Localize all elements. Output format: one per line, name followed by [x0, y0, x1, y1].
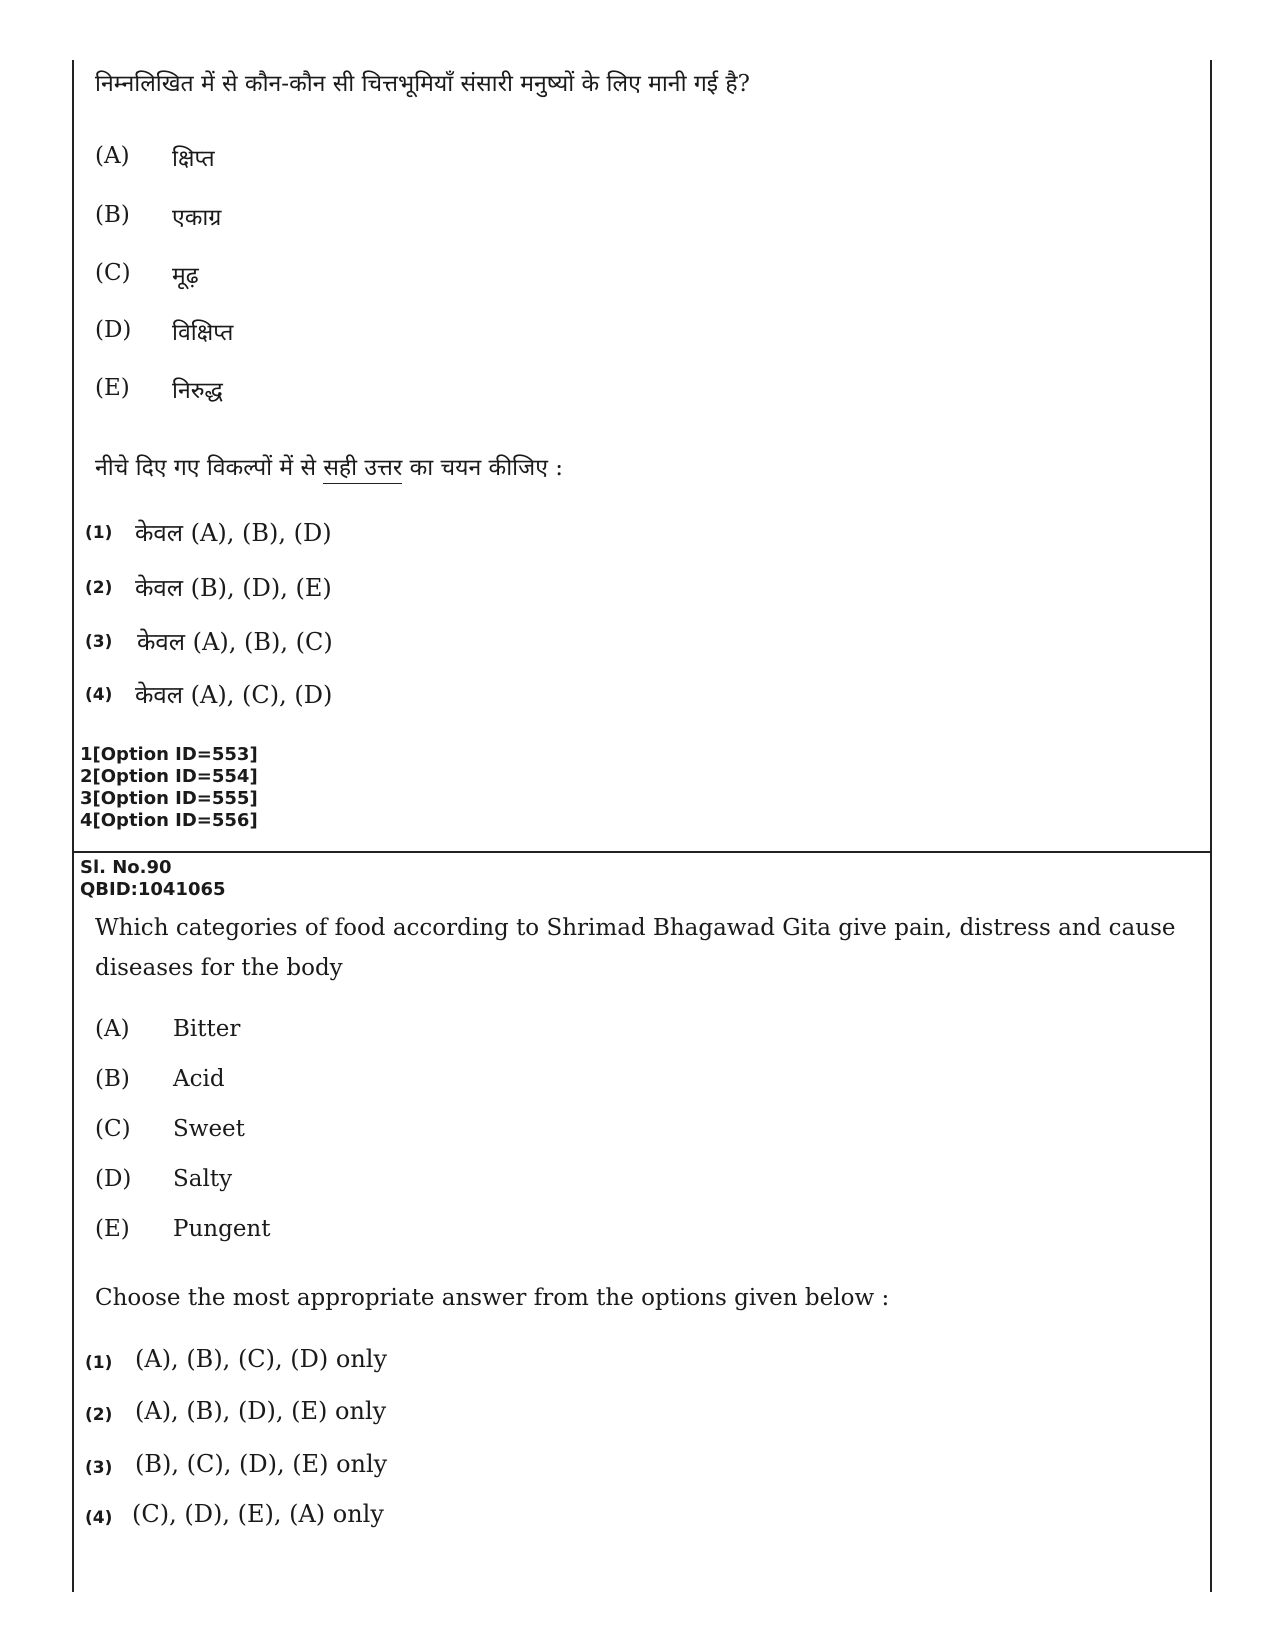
- q1-item-label: (C): [95, 260, 131, 286]
- q1-item-text: एकाग्र: [172, 205, 222, 231]
- q1-answer-text: केवल (A), (B), (D): [135, 519, 332, 547]
- q2-item-text: Bitter: [173, 1016, 241, 1042]
- q1-item-text: क्षिप्त: [172, 146, 215, 172]
- q2-answer-text: (C), (D), (E), (A) only: [132, 1500, 384, 1528]
- q2-item-label: (D): [95, 1166, 132, 1192]
- q2-item-label: (A): [95, 1016, 130, 1042]
- option-id: 2[Option ID=554]: [80, 766, 258, 787]
- q1-instruction-underlined: सही उत्तर: [323, 455, 402, 484]
- option-id: 4[Option ID=556]: [80, 810, 258, 831]
- q1-instruction-post: का चयन कीजिए :: [402, 455, 563, 481]
- q2-item-label: (C): [95, 1116, 131, 1142]
- q1-item-label: (B): [95, 202, 130, 228]
- q1-item-text: विक्षिप्त: [172, 320, 234, 346]
- q1-answer-number: (2): [85, 578, 113, 598]
- q1-item-text: निरुद्ध: [172, 378, 223, 404]
- q1-answer-text: केवल (A), (C), (D): [135, 681, 333, 709]
- q2-instruction: Choose the most appropriate answer from the options given below :: [95, 1285, 890, 1311]
- option-id: 3[Option ID=555]: [80, 788, 258, 809]
- q2-item-text: Acid: [173, 1066, 225, 1092]
- q2-meta: [80, 857, 226, 901]
- q1-answer-text: केवल (B), (D), (E): [135, 574, 332, 602]
- q1-answer-text: केवल (A), (B), (C): [137, 628, 333, 656]
- qbid: QBID:1041065: [80, 879, 226, 900]
- serial-number: Sl. No.90: [80, 857, 172, 878]
- q1-instruction: [95, 448, 563, 488]
- q1-instruction-pre: नीचे दिए गए विकल्पों में से: [95, 455, 324, 481]
- page-border-left: [72, 60, 74, 1592]
- q2-answer-number: (2): [85, 1405, 113, 1425]
- q2-question-line: diseases for the body: [95, 955, 343, 981]
- q1-item-label: (E): [95, 375, 130, 401]
- page-border-right: [1210, 60, 1212, 1592]
- option-id: 1[Option ID=553]: [80, 744, 258, 765]
- q2-answer-text: (B), (C), (D), (E) only: [135, 1450, 388, 1478]
- q2-item-text: Salty: [173, 1166, 233, 1192]
- q1-option-ids: [80, 744, 258, 832]
- question-divider: [72, 851, 1212, 853]
- q2-item-text: Pungent: [173, 1216, 271, 1242]
- q2-answer-text: (A), (B), (D), (E) only: [135, 1397, 387, 1425]
- q2-answer-number: (3): [85, 1458, 113, 1478]
- q1-answer-number: (3): [85, 632, 113, 652]
- q2-answer-number: (1): [85, 1353, 113, 1373]
- q2-item-text: Sweet: [173, 1116, 245, 1142]
- q1-item-label: (D): [95, 317, 132, 343]
- q2-answer-text: (A), (B), (C), (D) only: [135, 1345, 388, 1373]
- q2-item-label: (E): [95, 1216, 130, 1242]
- q2-question-text: [95, 908, 1195, 988]
- q1-item-text: मूढ़: [172, 263, 199, 289]
- q1-answer-number: (1): [85, 523, 113, 543]
- q1-item-label: (A): [95, 143, 130, 169]
- q1-question-text: निम्नलिखित में से कौन-कौन सी चित्तभूमियाँ संसारी मनुष्यों के लिए मानी गई है?: [95, 71, 750, 97]
- q1-answer-number: (4): [85, 685, 113, 705]
- q2-question-line: Which categories of food according to Shrimad Bhagawad Gita give pain, distress and cause: [95, 915, 1176, 941]
- q2-answer-number: (4): [85, 1508, 113, 1528]
- q2-item-label: (B): [95, 1066, 130, 1092]
